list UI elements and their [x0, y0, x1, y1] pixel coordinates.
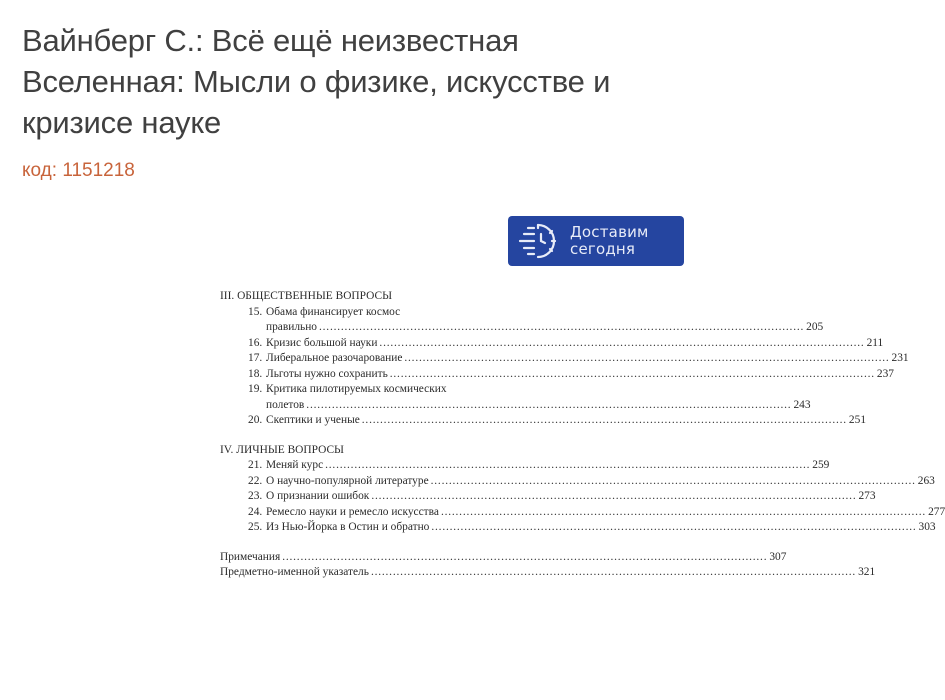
toc-entry-page: 251 — [848, 414, 867, 426]
leader-dots — [441, 505, 926, 521]
toc-entry — [220, 520, 936, 536]
delivery-label-line1: Доставим — [570, 223, 649, 241]
toc-entry-page: 205 — [806, 321, 824, 333]
toc-entry — [220, 413, 867, 429]
toc-entry-number: 21. — [248, 459, 263, 471]
toc-entry — [220, 336, 884, 352]
toc-entry — [220, 458, 830, 474]
leader-dots — [404, 351, 889, 367]
toc-entry-page: 303 — [918, 521, 936, 533]
toc-entry-page: 321 — [858, 566, 876, 578]
toc-entry-page: 277 — [928, 505, 945, 518]
leader-dots — [431, 474, 916, 490]
toc-entry — [220, 474, 935, 490]
toc-entry-title: правильно — [266, 321, 317, 333]
toc-back-matter — [220, 550, 876, 581]
toc-entry — [220, 367, 894, 383]
toc-entry-number: 23. — [248, 490, 263, 502]
toc-entry-number: 15. — [248, 305, 263, 318]
toc-entry-page: 307 — [769, 550, 787, 563]
toc-entry — [220, 305, 824, 336]
toc-entry-number: 22. — [248, 474, 263, 487]
toc-entry-title: Льготы нужно сохранить — [266, 367, 388, 380]
toc-entry-page: 237 — [876, 367, 894, 380]
toc-entry-title: Примечания — [220, 550, 281, 563]
toc-entry-title: Критика пилотируемых космических — [266, 383, 447, 395]
stopwatch-fast-delivery-icon — [514, 216, 564, 266]
toc-entry-title: Ремесло науки и ремесло искусства — [266, 505, 439, 518]
leader-dots — [390, 367, 875, 383]
toc-entry-notes — [220, 550, 787, 566]
toc-entry-title: Меняй курс — [266, 459, 324, 471]
product-code: код: 1151218 — [22, 160, 135, 181]
delivery-today-badge[interactable] — [508, 216, 684, 266]
product-title: Вайнберг С.: Всё ещё неизвестная Вселенная: Мысли о физике, искусстве и кризисе науке — [22, 23, 611, 140]
leader-dots — [431, 520, 916, 536]
toc-entry — [220, 382, 811, 413]
toc-entry-page: 263 — [917, 474, 935, 487]
toc-entry-title: Предметно-именной указатель — [220, 566, 369, 578]
toc-section-heading: IV. ЛИЧНЫЕ ВОПРОСЫ — [220, 443, 344, 456]
delivery-today-label — [570, 224, 649, 258]
toc-entry-title: О признании ошибок — [266, 490, 370, 502]
leader-dots — [325, 458, 810, 474]
toc-entry-number: 18. — [248, 367, 263, 380]
leader-dots — [319, 320, 804, 336]
toc-entry-index — [220, 565, 876, 581]
toc-entry — [220, 351, 909, 367]
toc-entry-number: 16. — [248, 336, 263, 349]
toc-entry-number: 19. — [248, 383, 263, 395]
toc-entry-number: 20. — [248, 414, 263, 426]
toc-entry-page: 243 — [793, 398, 811, 411]
toc-entry-page: 231 — [891, 352, 909, 364]
leader-dots — [371, 489, 856, 505]
toc-entry-title: Либеральное разочарование — [266, 352, 403, 364]
toc-entry-title: полетов — [266, 398, 305, 411]
toc-entry-number: 25. — [248, 521, 263, 533]
leader-dots — [282, 550, 767, 566]
toc-entry-page: 259 — [812, 459, 830, 471]
table-of-contents — [220, 289, 945, 581]
leader-dots — [379, 336, 864, 352]
leader-dots — [371, 565, 856, 581]
leader-dots — [362, 413, 847, 429]
toc-entry — [220, 505, 945, 521]
leader-dots — [306, 398, 791, 414]
delivery-label-line2: сегодня — [570, 240, 636, 258]
toc-entry-page: 211 — [866, 336, 884, 349]
toc-entry-title: Обама финансирует космос — [266, 305, 401, 318]
toc-entry-number: 17. — [248, 352, 263, 364]
toc-entry-page: 273 — [858, 490, 876, 502]
toc-section-heading: III. ОБЩЕСТВЕННЫЕ ВОПРОСЫ — [220, 290, 393, 302]
toc-entry-title: Скептики и ученые — [266, 414, 360, 426]
toc-entry — [220, 489, 876, 505]
toc-entry-title: Кризис большой науки — [266, 336, 378, 349]
toc-entry-number: 24. — [248, 505, 263, 518]
toc-entry-title: Из Нью-Йорка в Остин и обратно — [266, 521, 430, 533]
toc-entry-title: О научно-популярной литературе — [266, 474, 429, 487]
